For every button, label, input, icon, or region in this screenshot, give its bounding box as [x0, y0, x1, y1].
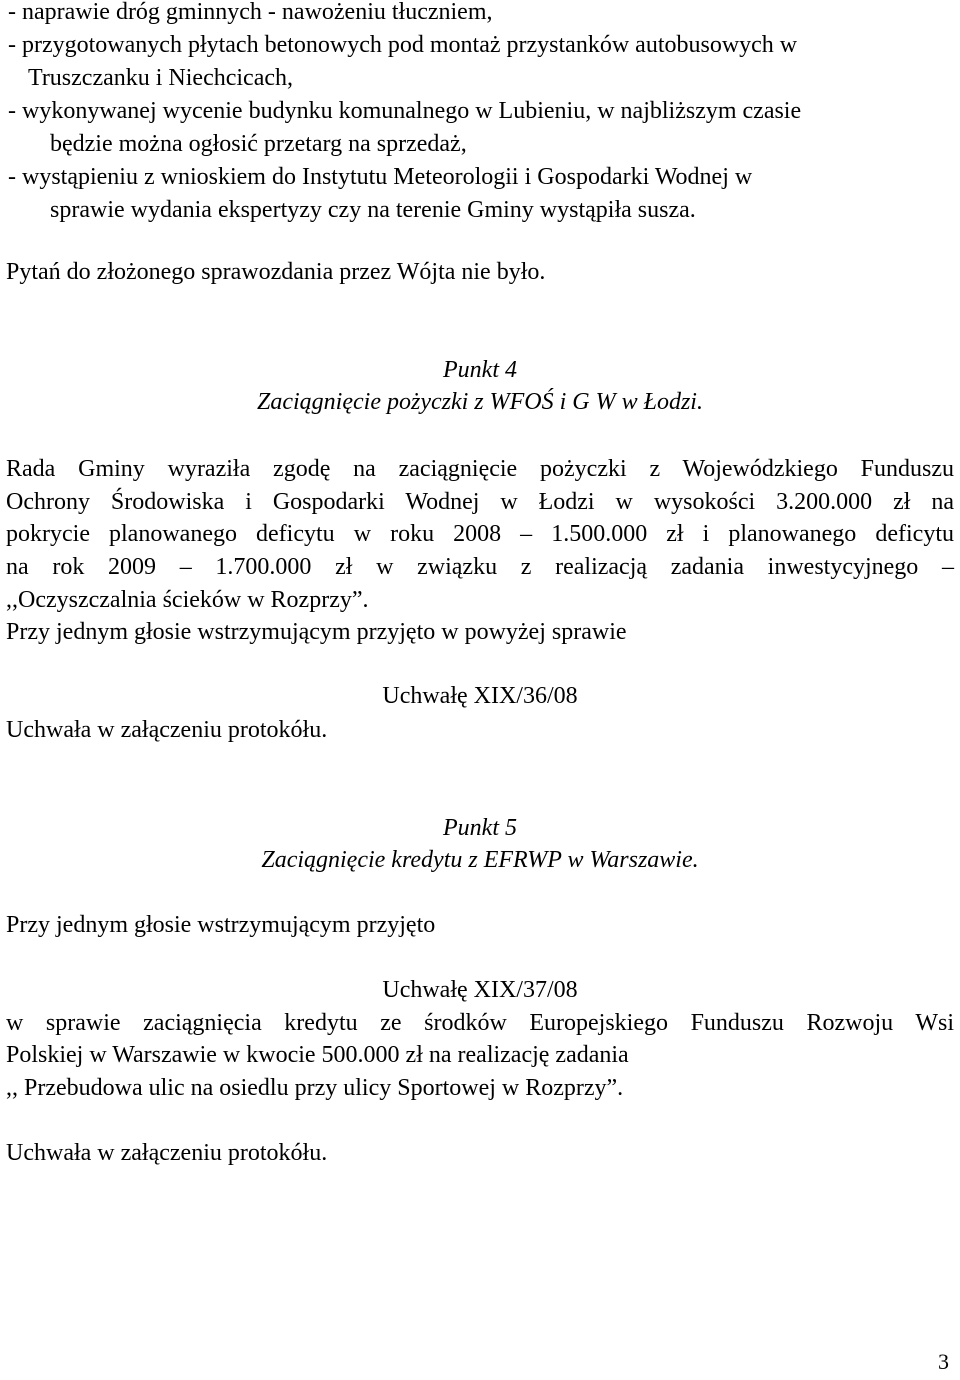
- paragraph-line: Rada Gminy wyraziła zgodę na zaciągnięcie pożyczki z Wojewódzkiego Funduszu: [6, 456, 954, 482]
- list-item: - naprawie dróg gminnych - nawożeniu tłuczniem,: [8, 0, 493, 25]
- list-item: - przygotowanych płytach betonowych pod montaż przystanków autobusowych w: [8, 32, 798, 58]
- paragraph-line: ,,Oczyszczalnia ścieków w Rozprzy”.: [6, 587, 369, 613]
- section-subheading-punkt-5: Zaciągnięcie kredytu z EFRWP w Warszawie.: [261, 847, 699, 873]
- section-heading-punkt-5: Punkt 5: [443, 815, 517, 841]
- list-item-continuation: sprawie wydania ekspertyzy czy na terenie Gminy wystąpiła susza.: [50, 197, 696, 223]
- page-number: 3: [938, 1349, 949, 1374]
- paragraph-line: pokrycie planowanego deficytu w roku 2008 – 1.500.000 zł i planowanego deficytu: [6, 521, 954, 547]
- resolution-number: Uchwałę XIX/36/08: [382, 683, 578, 709]
- section-heading-punkt-4: Punkt 4: [443, 357, 517, 383]
- vote-result: Przy jednym głosie wstrzymującym przyjęto: [6, 912, 436, 938]
- list-item-continuation: będzie można ogłosić przetarg na sprzedaż,: [50, 131, 467, 157]
- paragraph-line: Polskiej w Warszawie w kwocie 500.000 zł na realizację zadania: [6, 1042, 629, 1068]
- list-item: - wystąpieniu z wnioskiem do Instytutu Meteorologii i Gospodarki Wodnej w: [8, 164, 753, 190]
- resolution-number: Uchwałę XIX/37/08: [382, 977, 578, 1003]
- attachment-note: Uchwała w załączeniu protokółu.: [6, 1140, 328, 1166]
- paragraph-line: w sprawie zaciągnięcia kredytu ze środków Europejskiego Funduszu Rozwoju Wsi: [6, 1010, 954, 1036]
- vote-result: Przy jednym głosie wstrzymującym przyjęto w powyżej sprawie: [6, 619, 627, 645]
- paragraph-line: na rok 2009 – 1.700.000 zł w związku z realizacją zadania inwestycyjnego –: [6, 554, 954, 580]
- list-item-continuation: Truszczanku i Niechcicach,: [28, 65, 294, 91]
- paragraph-line: Ochrony Środowiska i Gospodarki Wodnej w Łodzi w wysokości 3.200.000 zł na: [6, 489, 954, 515]
- paragraph-line: ,, Przebudowa ulic na osiedlu przy ulicy Sportowej w Rozprzy”.: [6, 1075, 624, 1101]
- attachment-note: Uchwała w załączeniu protokółu.: [6, 717, 328, 743]
- section-subheading-punkt-4: Zaciągnięcie pożyczki z WFOŚ i G W w Łodzi.: [257, 389, 703, 415]
- list-item: - wykonywanej wycenie budynku komunalnego w Lubieniu, w najbliższym czasie: [8, 98, 802, 124]
- questions-note: Pytań do złożonego sprawozdania przez Wójta nie było.: [6, 259, 546, 285]
